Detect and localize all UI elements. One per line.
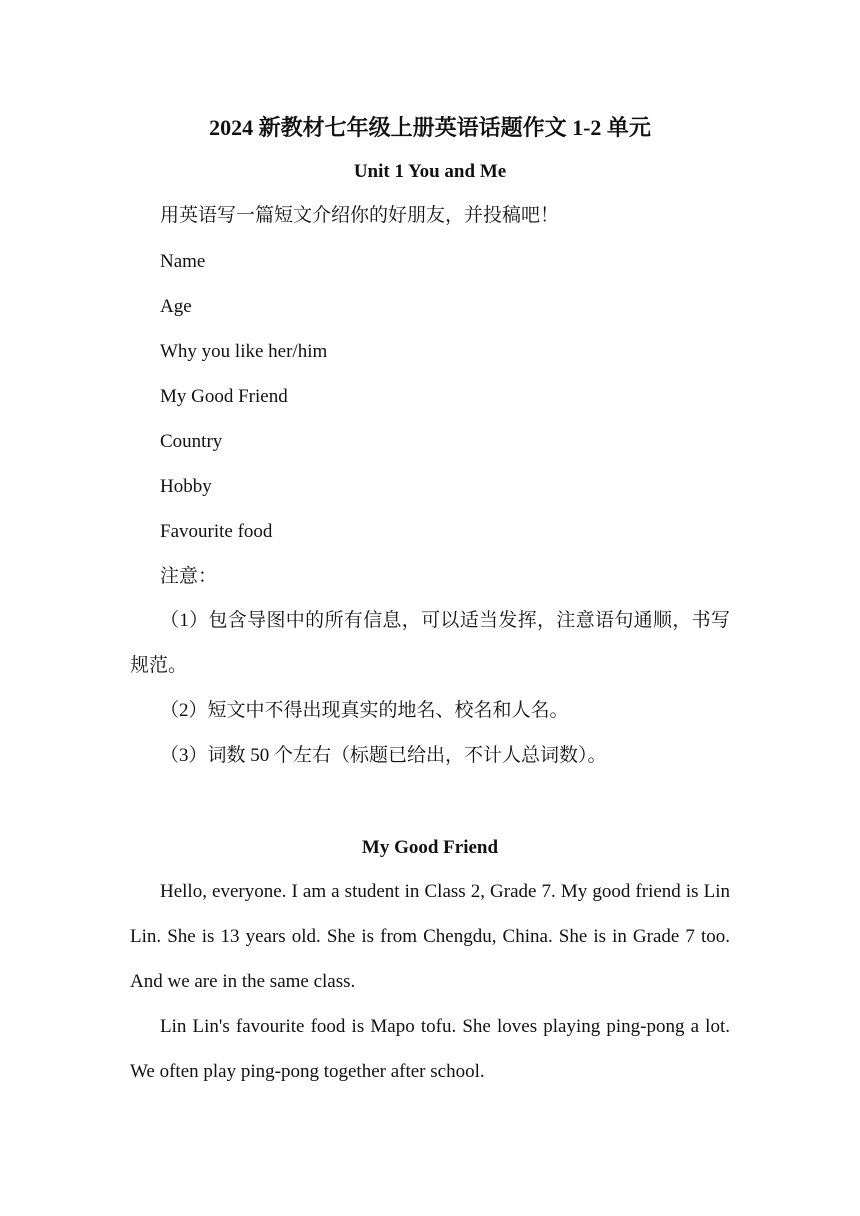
mind-map-item-favourite-food: Favourite food xyxy=(160,521,273,542)
document-title: 2024 新教材七年级上册英语话题作文 1-2 单元 xyxy=(209,115,651,140)
mind-map-item-age: Age xyxy=(160,296,192,317)
essay-paragraph-2: Lin Lin's favourite food is Mapo tofu. She loves playing ping-pong a lot. We often play ping-pong together after school. xyxy=(130,1016,730,1082)
essay-paragraph-1: Hello, everyone. I am a student in Class 2, Grade 7. My good friend is Lin Lin. She is 13 years old. She is from Chengdu, China. She is in Grade 7 too. And we are in the same class. xyxy=(130,881,730,992)
mind-map-item-name: Name xyxy=(160,251,206,272)
mind-map-item-hobby: Hobby xyxy=(160,476,212,497)
mind-map-item-why-like: Why you like her/him xyxy=(160,341,328,362)
writing-prompt: 用英语写一篇短文介绍你的好朋友，并投稿吧！ xyxy=(160,205,560,226)
note-1: （1）包含导图中的所有信息，可以适当发挥，注意语句通顺，书写规范。 xyxy=(130,610,730,676)
essay-title: My Good Friend xyxy=(361,837,499,858)
mind-map-item-country: Country xyxy=(160,431,223,452)
note-2: （2）短文中不得出现真实的地名、校名和人名。 xyxy=(160,700,569,721)
unit-title: Unit 1 You and Me xyxy=(353,161,507,182)
mind-map-item-center: My Good Friend xyxy=(160,386,288,407)
note-3: （3）词数 50 个左右（标题已给出，不计人总词数）。 xyxy=(160,745,607,766)
notes-label: 注意： xyxy=(160,566,218,587)
